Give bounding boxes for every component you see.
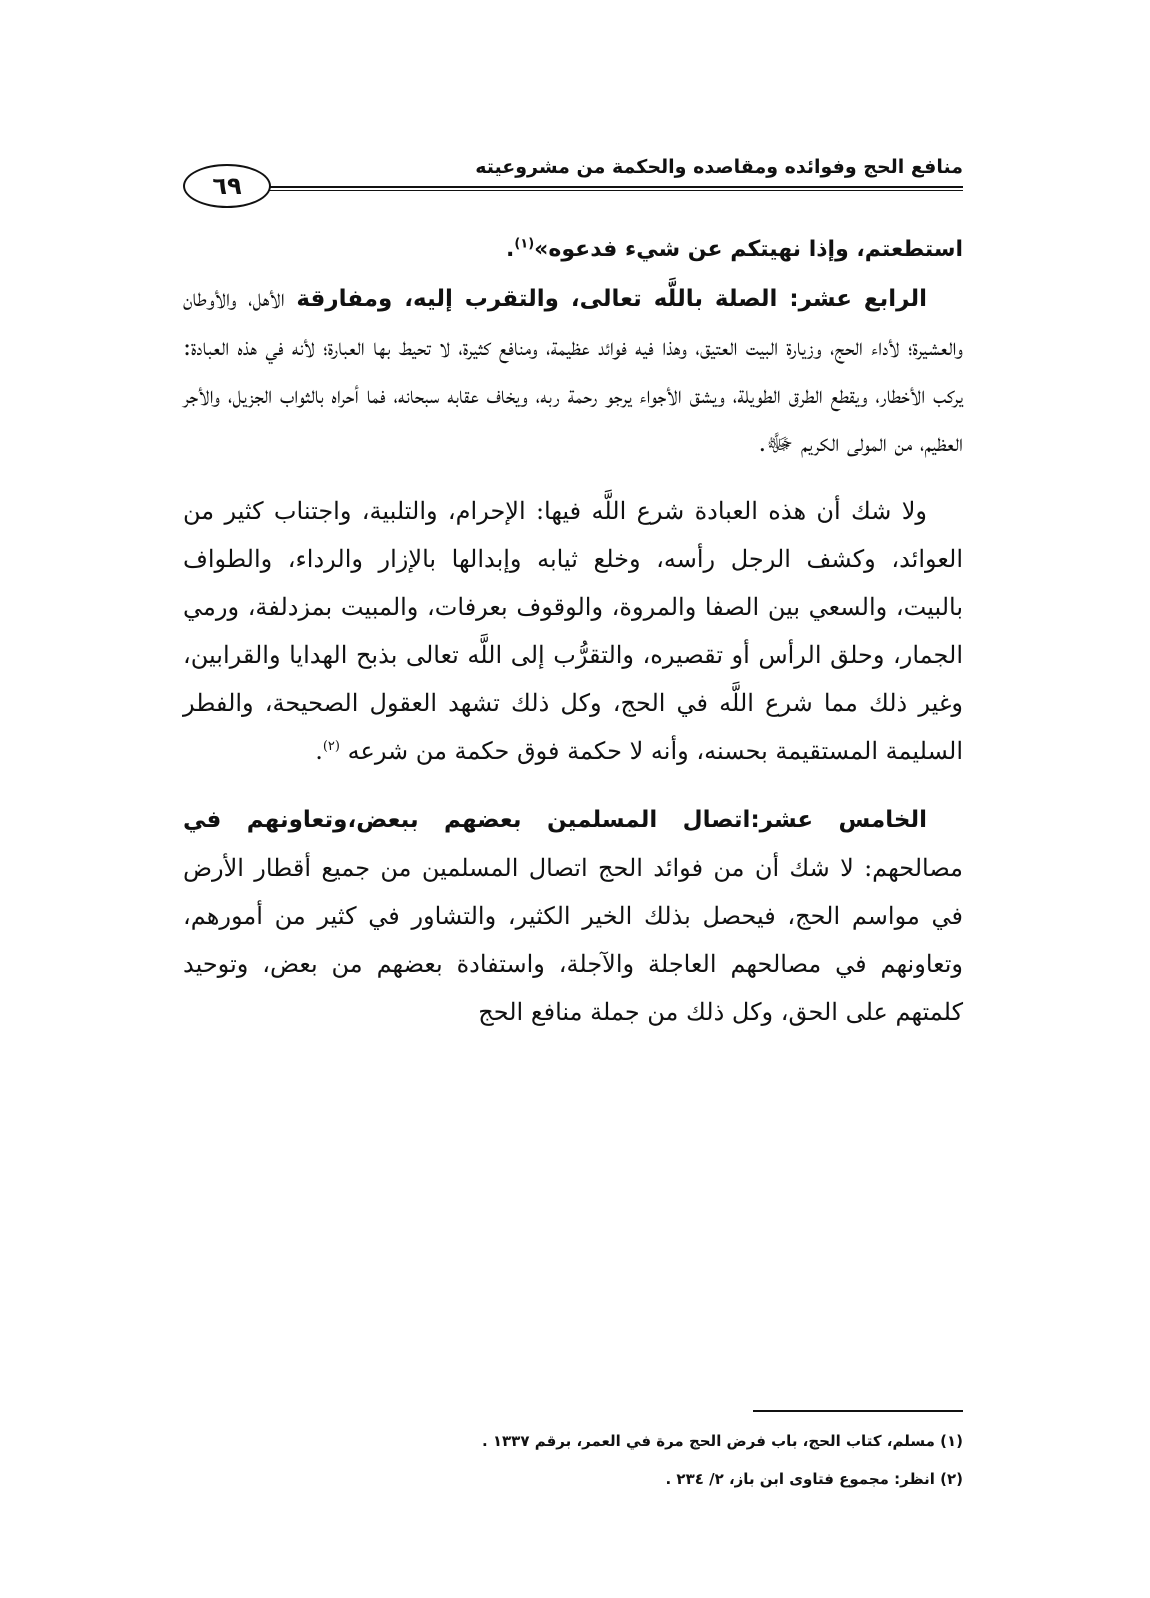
paragraph-2-text: الأهل، والأوطان والعشيرة؛ لأداء الحج، وزيارة البيت العتيق، وهذا فيه فوائد عظيمة، ومنافع كثيرة، لا تحيط بها العبارة؛ لأنه في هذه العبادة: يركب الأخطار، ويقطع الطرق الطويلة، ويشق الأجواء يرجو رحمة ربه، ويخاف عقابه سبحانه، فما أحراه بالثواب الجزيل، والأجر العظيم، من المولى الكريم ﷻ. <box>183 284 963 457</box>
page-body <box>183 226 963 1036</box>
header-rule-thin <box>243 190 963 191</box>
footnote-rule <box>753 1410 963 1412</box>
paragraph-1-end: . <box>505 237 515 262</box>
paragraph-3-end: . <box>315 737 323 765</box>
running-title: منافع الحج وفوائده ومقاصده والحكمة من مشروعيته <box>475 156 963 178</box>
footnote-1: (١) مسلم، كتاب الحج، باب فرض الحج مرة في العمر، برقم ١٣٣٧ . <box>481 1432 963 1450</box>
paragraph-3 <box>183 487 963 775</box>
page-header <box>183 150 963 214</box>
paragraph-4 <box>183 795 963 1036</box>
paragraph-3-text: ولا شك أن هذه العبادة شرع اللَّه فيها: الإحرام، والتلبية، واجتناب كثير من العوائد، وكشف الرجل رأسه، وخلع ثيابه وإبدالها بالإزار والرداء، والطواف بالبيت، والسعي بين الصفا والمروة، والوقوف بعرفات، والمبيت بمزدلفة، ورمي الجمار، وحلق الرأس أو تقصيره، والتقرُّب إلى اللَّه تعالى بذبح الهدايا والقرابين، وغير ذلك مما شرع اللَّه في الحج، وكل ذلك تشهد العقول الصحيحة، والفطر السليمة المستقيمة بحسنه، وأنه لا حكمة فوق حكمة من شرعه <box>183 497 963 765</box>
header-rule <box>243 186 963 188</box>
paragraph-4-text: مصالحهم: لا شك أن من فوائد الحج اتصال المسلمين من جميع أقطار الأرض في مواسم الحج، فيحصل بذلك الخير الكثير، والتشاور في كثير من أمورهم، وتعاونهم في مصالحهم العاجلة والآجلة، واستفادة بعضهم من بعض، وتوحيد كلمتهم على الحق، وكل ذلك من جملة منافع الحج <box>183 854 963 1026</box>
section-heading-14: الرابع عشر: الصلة باللَّه تعالى، والتقرب إليه، ومفارقة <box>296 286 927 312</box>
section-heading-15: الخامس عشر:اتصال المسلمين بعضهم ببعض،وتعاونهم في <box>183 807 927 833</box>
footnotes <box>183 1410 963 1498</box>
paragraph-2 <box>183 274 963 467</box>
footnote-ref-1: (١) <box>514 236 535 252</box>
paragraph-1 <box>183 226 963 274</box>
paragraph-1-text: استطعتم، وإذا نهيتكم عن شيء فدعوه» <box>534 237 963 262</box>
footnote-ref-2: (٢) <box>322 739 340 754</box>
page-number: ٦٩ <box>183 164 271 208</box>
footnote-2: (٢) انظر: مجموع فتاوى ابن باز، ٢/ ٢٣٤ . <box>665 1470 963 1488</box>
